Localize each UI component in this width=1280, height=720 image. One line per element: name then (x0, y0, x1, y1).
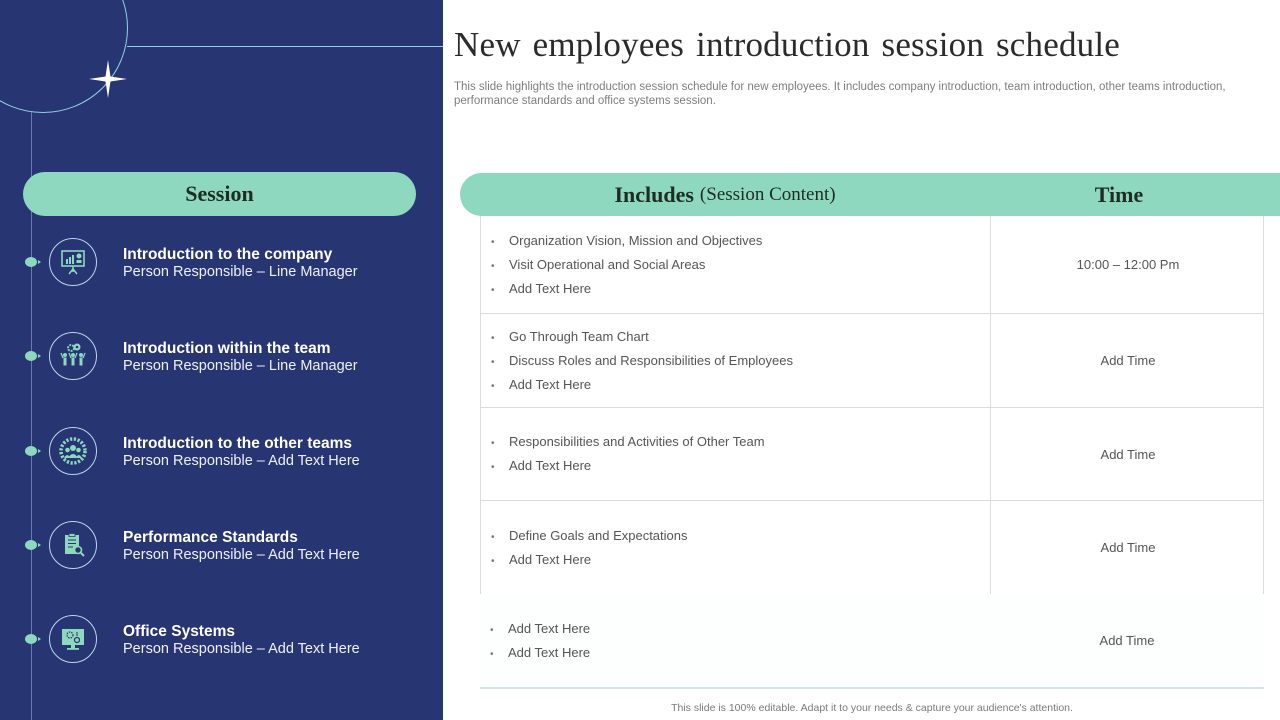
time-cell: Add Time (1100, 446, 1156, 462)
list-item: • Discuss Roles and Responsibilities of Employees (491, 352, 793, 368)
table-row (480, 216, 1264, 314)
list-item: • Add Text Here (491, 376, 592, 392)
includes-header-bold: Includes (614, 181, 694, 207)
column-header-time: Time (1094, 181, 1144, 207)
time-cell: Add Time (1100, 540, 1156, 555)
list-item: • Define Goals and Expectations (491, 527, 688, 543)
clipboard-search-icon (49, 521, 97, 569)
table-row (480, 594, 1264, 687)
includes-cell (481, 408, 991, 500)
list-item: • Responsibilities and Activities of Other Team (491, 434, 765, 449)
includes-cell (481, 501, 991, 594)
session-item-other-teams (0, 426, 443, 476)
includes-cell (480, 594, 990, 687)
session-title: Introduction to the company (123, 246, 333, 263)
footer-divider (480, 687, 1264, 689)
session-item-performance (0, 520, 443, 570)
footer-note: This slide is 100% editable. Adapt it to your needs & capture your audience's attention. (671, 702, 1073, 714)
session-person-responsible: Person Responsible – Add Text Here (123, 453, 360, 469)
table-header (460, 173, 1280, 216)
presentation-board-icon (49, 238, 97, 286)
table-row (480, 314, 1264, 408)
table-row (480, 501, 1264, 594)
session-title: Performance Standards (123, 529, 298, 546)
timeline-dot (25, 257, 37, 267)
list-item: • Add Text Here (491, 458, 592, 473)
column-header-includes (460, 173, 990, 216)
timeline-dot (25, 446, 37, 456)
list-item: • Visit Operational and Social Areas (491, 256, 706, 272)
list-item: • Add Text Here (490, 620, 591, 636)
session-item-office-systems (0, 614, 443, 664)
timeline-dot (25, 351, 37, 361)
session-title: Office Systems (123, 623, 235, 640)
session-item-company (0, 237, 443, 287)
session-title: Introduction to the other teams (123, 435, 353, 452)
page-subtitle: This slide highlights the introduction session schedule for new employees. It includes company introduction, team introduction, other teams introduction, performance standards and office systems session. (454, 81, 1226, 107)
list-item: • Go Through Team Chart (491, 328, 649, 344)
team-gears-icon (49, 332, 97, 380)
includes-cell (481, 216, 991, 313)
session-header-label: Session (185, 181, 254, 206)
monitor-settings-icon (49, 615, 97, 663)
includes-cell (481, 314, 991, 407)
session-person-responsible: Person Responsible – Line Manager (123, 264, 358, 280)
list-item: • Add Text Here (490, 644, 591, 660)
session-column-header (23, 172, 416, 216)
list-item: • Add Text Here (491, 280, 592, 296)
session-title: Introduction within the team (123, 340, 331, 357)
session-person-responsible: Person Responsible – Line Manager (123, 358, 358, 374)
list-item: • Organization Vision, Mission and Objectives (491, 232, 763, 248)
session-person-responsible: Person Responsible – Add Text Here (123, 547, 360, 563)
session-person-responsible: Person Responsible – Add Text Here (123, 641, 360, 657)
session-panel (0, 0, 443, 720)
list-item: • Add Text Here (491, 551, 592, 567)
gear-group-icon (49, 427, 97, 475)
time-cell: Add Time (1099, 633, 1155, 648)
table-row (480, 408, 1264, 501)
timeline-dot (25, 634, 37, 644)
includes-header-normal: (Session Content) (699, 183, 836, 205)
time-cell: 10:00 – 12:00 Pm (1076, 257, 1180, 272)
decorative-line (127, 46, 443, 47)
session-item-team (0, 331, 443, 381)
time-cell: Add Time (1100, 353, 1156, 368)
sparkle-star-icon (89, 60, 127, 98)
page-title: New employees introduction session schedule (454, 25, 1121, 64)
timeline-dot (25, 540, 37, 550)
